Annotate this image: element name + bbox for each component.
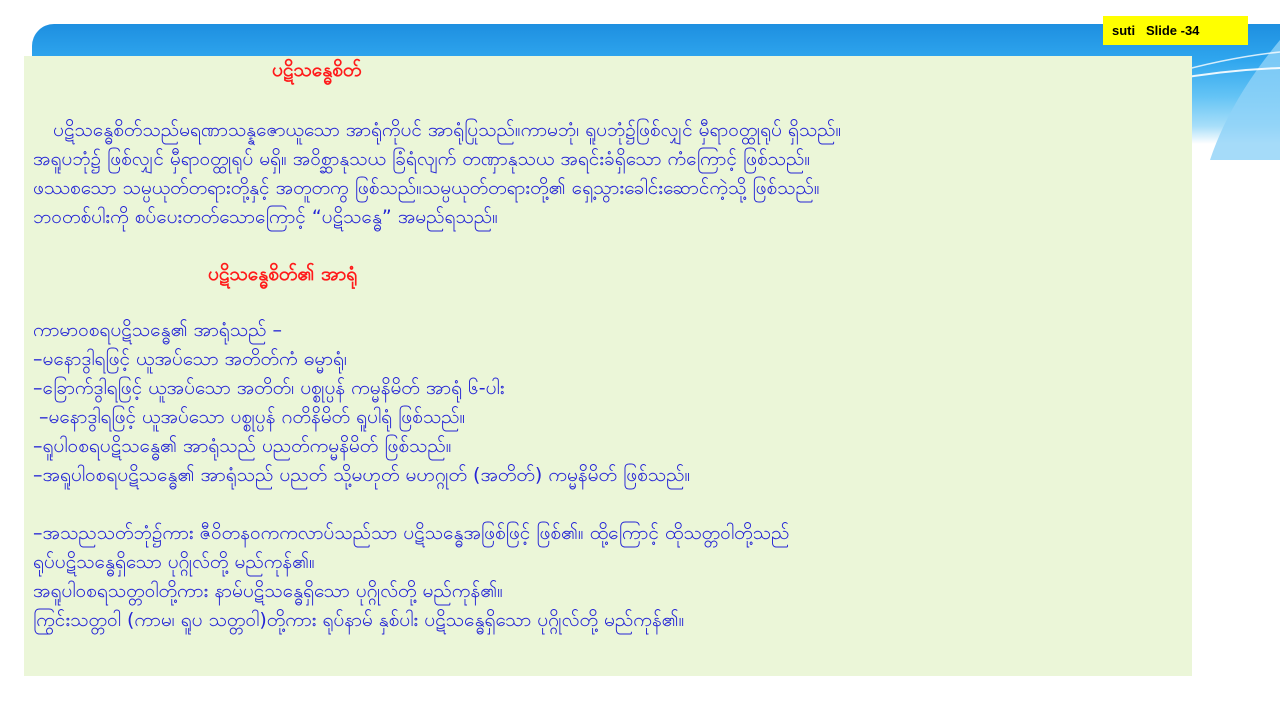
text-line: ပဋိသန္ဓေစိတ်သည်မရဏာသန္နဇောယူသော အာရုံကိုပင် အာရုံပြုသည်။ကာမဘုံ၊ ရူပဘုံ၌ဖြစ်လျှင် မှီရာဝတ္ထုရုပ် ရှိသည်။ [53,119,842,141]
text-line: ဖဿစသော သမ္ပယုတ်တရားတို့နှင့် အတူတကွ ဖြစ်သည်။သမ္ပယုတ်တရားတို့၏ ရှေ့သွားခေါင်းဆောင်ကဲ့သို့ ဖြစ်သည်။ [33,177,820,199]
text-line: အရူပဘုံ၌ ဖြစ်လျှင် မှီရာဝတ္ထုရုပ် မရှိ။ အဝိစ္ဆာနုသယ ခြံရံလျက် တဏှာနုသယ အရင်းခံရှိသော ကံကြောင့် ဖြစ်သည်။ [33,148,811,170]
list-item: –ရူပါဝစရပဋိသန္ဓေ၏ အာရုံသည် ပညတ်ကမ္မနိမိတ် ဖြစ်သည်။ [33,435,452,457]
list-item: –မနောဒွါရဖြင့် ယူအပ်သော ပစ္စုပ္ပန် ဂတိနိမိတ် ရူပါရုံ ဖြစ်သည်။ [39,406,466,428]
text-line: အရူပါဝစရသတ္တဝါတို့ကား နာမ်ပဋိသန္ဓေရှိသော ပုဂ္ဂိုလ်တို့ မည်ကုန်၏။ [33,580,503,602]
paragraph-objects [33,316,690,490]
text-line: –အသညသတ်ဘုံ၌ကား ဇီဝိတနဝကကလာပ်သည်သာ ပဋိသန္ဓေအဖြစ်ဖြင့် ဖြစ်၏။ ထို့ကြောင့် ထိုသတ္တဝါတို့သည် [33,522,790,544]
list-item: –အရူပါဝစရပဋိသန္ဓေ၏ အာရုံသည် ပညတ် သို့မဟုတ် မဟဂ္ဂုတ် (အတိတ်) ကမ္မနိမိတ် ဖြစ်သည်။ [33,464,691,486]
paragraph-beings [33,519,789,635]
text-line: ရုပ်ပဋိသန္ဓေရှိသော ပုဂ္ဂိုလ်တို့ မည်ကုန်၏။ [33,551,315,573]
heading-patisandhi-citta: ပဋိသန္ဓေစိတ် [272,59,362,81]
text-line: ဘဝတစ်ပါးကို စပ်ပေးတတ်သောကြောင့် “ပဋိသန္ဓေ” အမည်ရသည်။ [33,206,498,228]
list-item: –မနောဒွါရဖြင့် ယူအပ်သော အတိတ်ကံ ဓမ္မာရုံ၊ [33,348,347,370]
slide-number-tag: suti Slide -34 [1103,16,1248,45]
paragraph-definition [33,116,841,232]
heading-patisandhi-object: ပဋိသန္ဓေစိတ်၏ အာရုံ [208,263,358,285]
text-line: ကာမာဝစရပဋိသန္ဓေ၏ အာရုံသည် – [33,319,282,341]
list-item: –ခြောက်ဒွါရဖြင့် ယူအပ်သော အတိတ်၊ ပစ္စုပ္ပန် ကမ္မနိမိတ် အာရုံ ၆-ပါး [33,377,505,399]
text-line: ကြွင်းသတ္တဝါ (ကာမ၊ ရူပ သတ္တဝါ)တို့ကား ရုပ်နာမ် နှစ်ပါး ပဋိသန္ဓေရှိသော ပုဂ္ဂိုလ်တို့ မည်ကုန်၏။ [33,609,685,631]
